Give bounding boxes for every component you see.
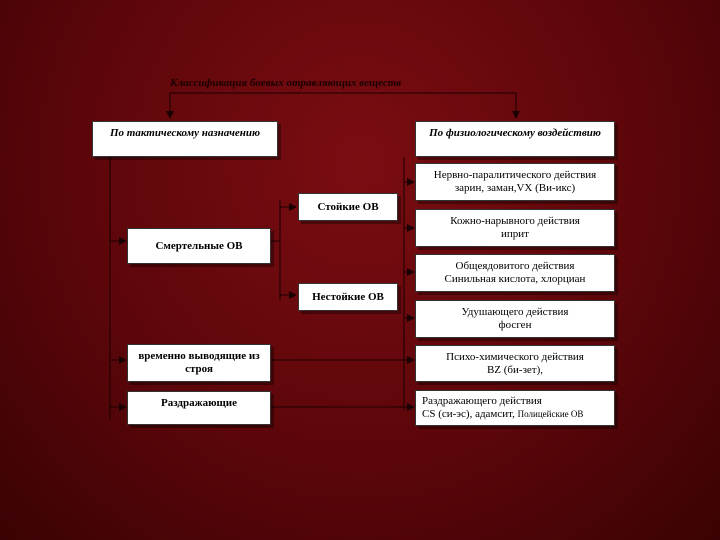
- blood-agents-title: Общеядовитого действия: [455, 260, 575, 272]
- irritant-agents-label: Раздражающие: [160, 397, 237, 409]
- irritant-agents-box: [127, 391, 271, 425]
- tactical-purpose-header: [92, 121, 278, 157]
- psychochemical-agents-title: Психо-химического действия: [446, 350, 584, 363]
- incapacitating-agents-label: временно выводящие из строя: [138, 350, 260, 375]
- irritant-effect-examples: CS (си-эс), адамсит,: [422, 408, 515, 420]
- choking-agents-box: [415, 300, 615, 338]
- blood-agents-box: [415, 254, 615, 292]
- lethal-agents-label: Смертельные ОВ: [155, 239, 243, 252]
- nerve-agents-title: Нервно-паралитического действия: [433, 169, 597, 181]
- diagram-title: Классификация боевых отравляющих веществ: [170, 77, 402, 89]
- choking-agents-examples: фосген: [498, 319, 532, 331]
- incapacitating-agents-box: [127, 344, 271, 382]
- psychochemical-agents-box: [415, 345, 615, 382]
- blister-agents-examples: иприт: [501, 228, 529, 240]
- irritant-effect-examples-line: [422, 408, 583, 421]
- blister-agents-title: Кожно-нарывного действия: [450, 215, 580, 227]
- stable-agents-label: Стойкие ОВ: [317, 200, 379, 213]
- choking-agents-title: Удушающего действия: [461, 306, 569, 318]
- irritant-effect-title: Раздражающего действия: [422, 395, 542, 407]
- irritant-effect-box: [415, 390, 615, 426]
- stable-agents-box: [298, 193, 398, 221]
- physiological-effect-label: По физиологическому воздействию: [429, 127, 601, 139]
- unstable-agents-label: Нестойкие ОВ: [312, 290, 384, 303]
- nerve-agents-box: [415, 163, 615, 201]
- irritant-effect-police-agents: Полицейские ОВ: [517, 409, 584, 419]
- nerve-agents-examples: зарин, заман,VX (Ви-икс): [454, 182, 576, 194]
- tactical-purpose-label: По тактическому назначению: [109, 127, 261, 139]
- psychochemical-agents-examples: BZ (би-зет),: [486, 363, 544, 376]
- unstable-agents-box: [298, 283, 398, 311]
- lethal-agents-box: [127, 228, 271, 264]
- physiological-effect-header: [415, 121, 615, 157]
- blister-agents-box: [415, 209, 615, 247]
- blood-agents-examples: Синильная кислота, хлорциан: [444, 273, 586, 285]
